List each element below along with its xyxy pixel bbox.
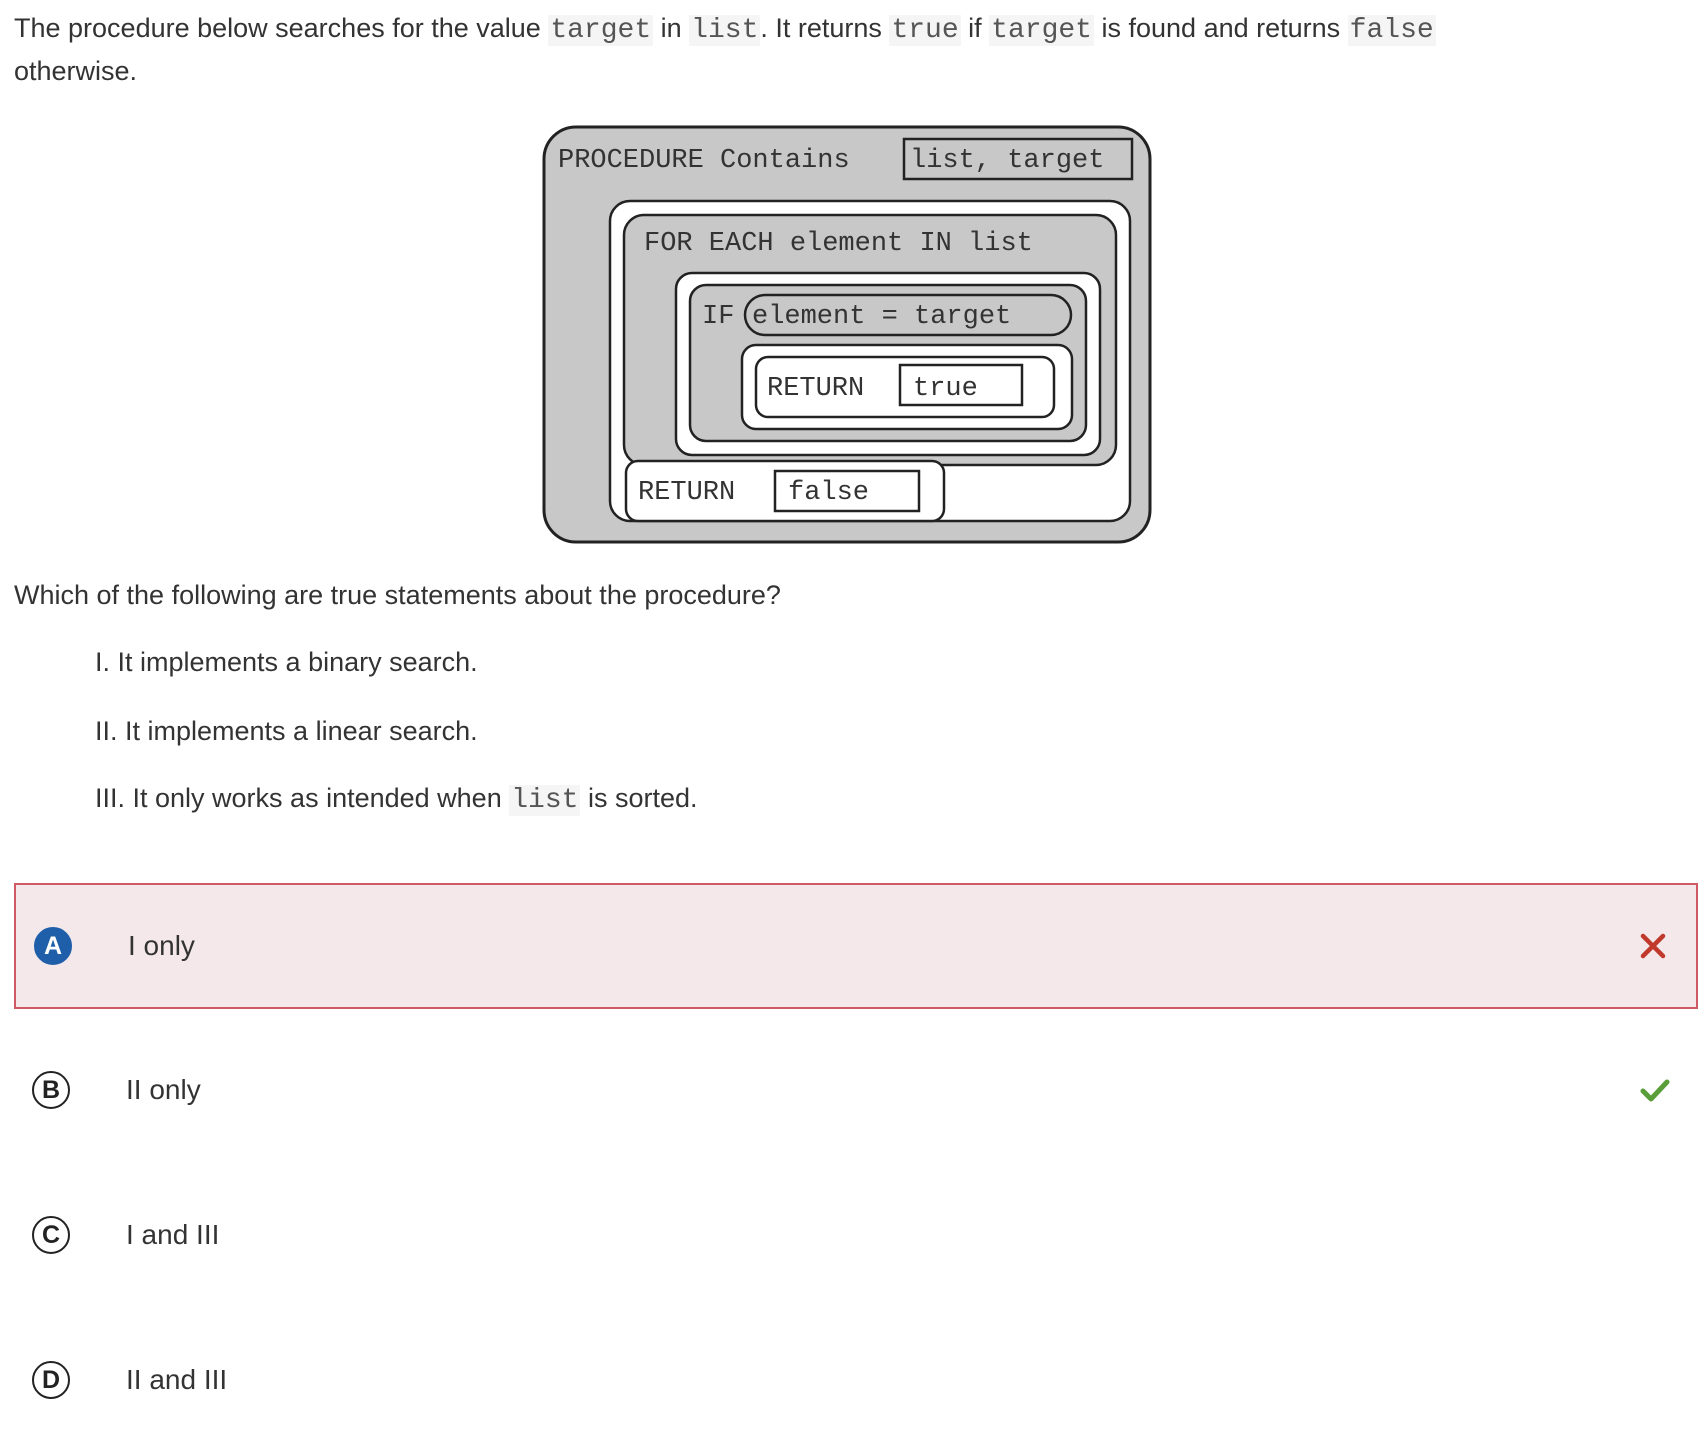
procedure-block-diagram bbox=[542, 125, 1152, 545]
code-list: list bbox=[691, 15, 759, 46]
return-true-keyword: RETURN bbox=[767, 374, 865, 404]
return-false-keyword: RETURN bbox=[638, 478, 736, 508]
statement-1: I. It implements a binary search. bbox=[95, 647, 478, 677]
if-keyword: IF bbox=[702, 302, 735, 332]
answer-option-c[interactable] bbox=[14, 1174, 1698, 1300]
code-false: false bbox=[1349, 15, 1434, 46]
return-true-value: true bbox=[913, 374, 978, 404]
if-condition: element = target bbox=[752, 302, 1012, 332]
statement-2: II. It implements a linear search. bbox=[95, 716, 478, 746]
question-intro: The procedure below searches for the value target in list. It returns true if target is found and returns false otherwise. bbox=[14, 13, 1434, 86]
correct-check-icon bbox=[1638, 1073, 1672, 1107]
option-letter-badge: D bbox=[32, 1361, 70, 1399]
option-text: II only bbox=[126, 1074, 201, 1105]
statement-3: III. It only works as intended when list is sorted. bbox=[95, 783, 698, 816]
procedure-svg bbox=[542, 125, 1152, 545]
option-letter-badge: A bbox=[34, 927, 72, 965]
option-letter-badge: B bbox=[32, 1071, 70, 1109]
return-false-value: false bbox=[788, 478, 870, 508]
answer-option-b[interactable] bbox=[14, 1029, 1698, 1155]
procedure-params: list, target bbox=[910, 146, 1105, 176]
procedure-header: PROCEDURE Contains bbox=[558, 146, 850, 176]
option-text: I and III bbox=[126, 1219, 220, 1250]
code-target: target bbox=[991, 15, 1092, 46]
code-list: list bbox=[511, 785, 579, 816]
question-text: Which of the following are true statements about the procedure? bbox=[14, 580, 781, 610]
incorrect-x-icon bbox=[1636, 929, 1670, 963]
answer-option-a[interactable] bbox=[14, 883, 1698, 1009]
code-target: target bbox=[550, 15, 652, 46]
answer-option-d[interactable] bbox=[14, 1319, 1698, 1445]
option-letter-badge: C bbox=[32, 1216, 70, 1254]
loop-header: FOR EACH element IN list bbox=[644, 229, 1033, 259]
code-true: true bbox=[891, 15, 959, 46]
option-text: II and III bbox=[126, 1364, 228, 1395]
option-text: I only bbox=[128, 930, 195, 961]
